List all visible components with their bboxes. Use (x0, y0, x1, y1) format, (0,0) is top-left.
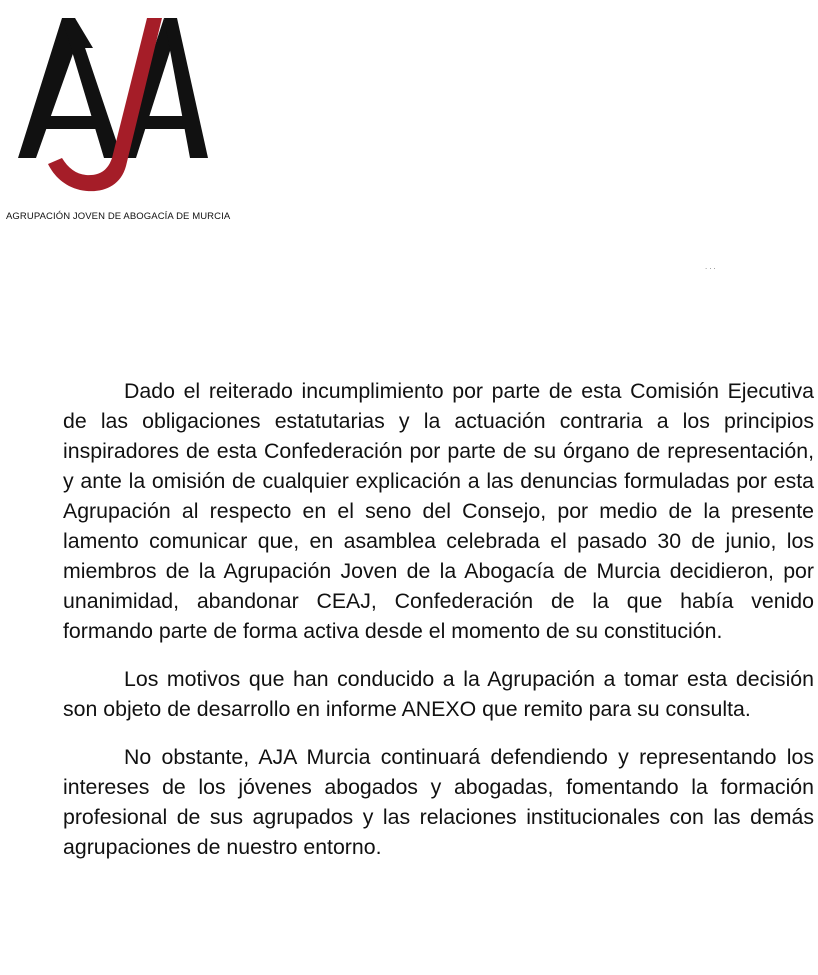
aja-logo-graphic (18, 18, 213, 196)
letter-paragraph: Dado el reiterado incumplimiento por parte de esta Comisión Ejecutiva de las obligaciones estatutarias y la actuación contraria a los principios inspiradores de esta Confederación por parte de su órgano de representación, y ante la omisión de cualquier explicación a las denuncias formuladas por esta Agrupación al respecto en el seno del Consejo, por medio de la presente lamento comunicar que, en asamblea celebrada el pasado 30 de junio, los miembros de la Agrupación Joven de la Abogacía de Murcia decidieron, por unanimidad, abandonar CEAJ, Confederación de la que había venido formando parte de forma activa desde el momento de su constitución. (63, 379, 814, 643)
aja-logo (18, 18, 213, 196)
letter-paragraph: No obstante, AJA Murcia continuará defendiendo y representando los intereses de los jóvenes abogados y abogadas, fomentando la formación profesional de sus agrupados y las relaciones institucionales con las demás agrupaciones de nuestro entorno. (63, 745, 814, 859)
logo-letter-a-left-right-stroke (62, 18, 122, 158)
logo-letter-a-left-crossbar (42, 116, 100, 129)
organization-name: AGRUPACIÓN JOVEN DE ABOGACÍA DE MURCIA (6, 211, 231, 222)
letter-body (63, 376, 814, 880)
letter-paragraph: Los motivos que han conducido a la Agrupación a tomar esta decisión son objeto de desarrollo en informe ANEXO que remito para su consulta. (63, 667, 814, 721)
stray-mark: ... (705, 262, 718, 271)
logo-letter-a-right-crossbar (140, 116, 196, 129)
logo-letter-a-right-right-stroke (164, 18, 208, 158)
